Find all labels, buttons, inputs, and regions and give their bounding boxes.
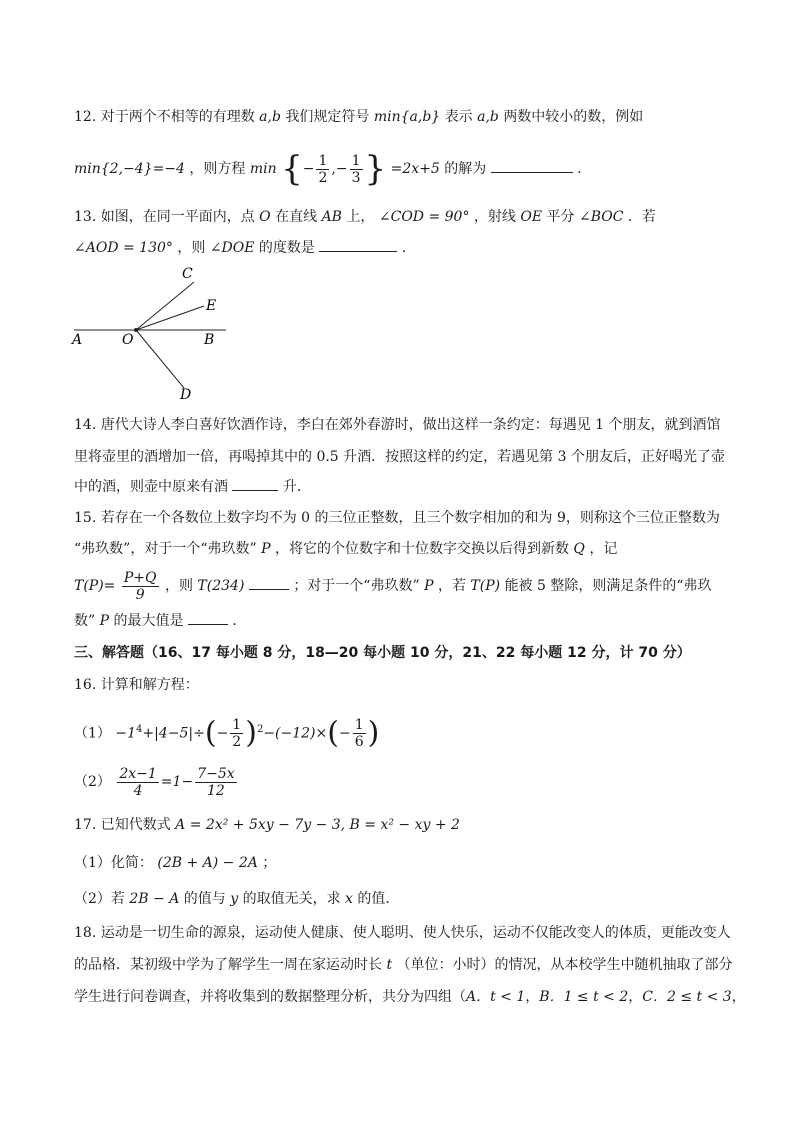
answer-blank[interactable] bbox=[232, 476, 278, 491]
fraction: $\frac{7-5x}{12}$ bbox=[197, 765, 235, 799]
q12-vars: a,b bbox=[259, 109, 281, 125]
q12-text: ，则方程 bbox=[189, 161, 246, 177]
q12-rhs: =2x+5 bbox=[390, 161, 440, 177]
label-B: B bbox=[204, 332, 215, 348]
q12-min-notation: min{a,b} bbox=[373, 109, 441, 125]
q13-figure bbox=[60, 262, 240, 402]
q17-part1: （1）化简： (2B + A) − 2A ； bbox=[74, 855, 277, 871]
q12-text: 的解为 bbox=[444, 161, 487, 177]
q15-line3: T(P)= $\frac{P+Q}{9}$ ，则 T(234) ；对于一个“弗玖数” P ，若 T(P) 能被 5 整除，则满足条件的“弗玖 bbox=[74, 569, 712, 603]
left-brace: { bbox=[281, 149, 303, 189]
fraction: $\frac{1}{2}$ bbox=[232, 717, 242, 751]
q12-min: min bbox=[249, 161, 277, 177]
q12-example: min{2,−4}=−4 bbox=[74, 161, 185, 177]
answer-blank[interactable] bbox=[491, 158, 573, 173]
q12-line1 bbox=[74, 106, 724, 128]
section-title: 三、解答题（16、17 每小题 8 分，18—20 每小题 10 分，21、22 每小题 12 分，计 70 分） bbox=[74, 645, 691, 661]
fraction: $\frac{1}{3}$ bbox=[351, 152, 361, 186]
q18-line2: 的品格．某初级中学为了解学生一周在家运动时长 t （单位：小时）的情况，从本校学生中随机抽取了部分 bbox=[74, 957, 733, 973]
label-O: O bbox=[122, 332, 134, 348]
q13-line1: 13. 如图，在同一平面内，点 O 在直线 AB 上， ∠COD = 90° ，射线 OE 平分 ∠BOC ．若 bbox=[74, 209, 656, 225]
q18-line3: 学生进行问卷调查，并将收集到的数据整理分析，共分为四组（A．t < 1，B．1 ≤ t < 2，C．2 ≤ t < 3， bbox=[74, 989, 746, 1005]
fraction: $\frac{P+Q}{9}$ bbox=[123, 569, 157, 603]
label-A: A bbox=[72, 332, 83, 348]
q14-line3: 中的酒，则壶中原来有酒 升． bbox=[74, 476, 724, 498]
q12-text: 我们规定符号 bbox=[285, 109, 370, 125]
point-O bbox=[134, 328, 138, 332]
q17-line1: 17. 已知代数式 A = 2x² + 5xy − 7y − 3, B = x² − xy + 2 bbox=[74, 817, 460, 833]
fraction: $\frac{2x-1}{4}$ bbox=[119, 765, 157, 799]
fraction: $\frac{1}{2}$ bbox=[318, 152, 328, 186]
answer-blank[interactable] bbox=[188, 610, 228, 625]
label-C: C bbox=[182, 266, 193, 282]
q12-text: 表示 bbox=[444, 109, 473, 125]
q17-expression: A = 2x² + 5xy − 7y − 3, B = x² − xy + 2 bbox=[175, 817, 460, 833]
label-D: D bbox=[180, 387, 192, 402]
q13-line2: ∠AOD = 130° ，则 ∠DOE 的度数是 ． bbox=[74, 237, 724, 259]
q15-line4: 数” P 的最大值是 ． bbox=[74, 610, 724, 632]
ray-OC bbox=[136, 282, 194, 330]
q16-intro: 16. 计算和解方程： bbox=[74, 677, 199, 693]
q16-part2: （2） $\frac{2x-1}{4}$ =1− $\frac{7-5x}{12}$ bbox=[74, 765, 235, 799]
q14-line1: 14. 唐代大诗人李白喜好饮酒作诗，李白在郊外春游时，做出这样一条约定：每遇见 1 个朋友，就到酒馆 bbox=[74, 417, 721, 433]
q12-text: 两数中较小的数，例如 bbox=[503, 109, 644, 125]
answer-blank[interactable] bbox=[319, 237, 397, 252]
q12-text: 12. 对于两个不相等的有理数 bbox=[74, 109, 255, 125]
q17-part2: （2）若 2B − A 的值与 y 的取值无关，求 x 的值． bbox=[74, 891, 400, 907]
ray-OD bbox=[136, 330, 184, 388]
q15-line1: 15. 若存在一个各数位上数字均不为 0 的三位正整数，且三个数字相加的和为 9，则称这个三位正整数为 bbox=[74, 510, 720, 526]
q18-line1: 18. 运动是一切生命的源泉，运动使人健康、使人聪明、使人快乐，运动不仅能改变人的体质，更能改变人 bbox=[74, 925, 731, 941]
q12-vars: a,b bbox=[477, 109, 499, 125]
answer-blank[interactable] bbox=[249, 575, 289, 590]
q15-line2: “弗玖数”，对于一个“弗玖数” P ，将它的个位数字和十位数字交换以后得到新数 Q ，记 bbox=[74, 541, 618, 557]
q14-line2: 里将壶里的酒增加一倍，再喝掉其中的 0.5 升酒．按照这样的约定，若遇见第 3 个朋友后，正好喝光了壶 bbox=[74, 449, 725, 465]
label-E: E bbox=[206, 298, 217, 314]
right-brace: } bbox=[364, 149, 387, 189]
fraction: $\frac{1}{6}$ bbox=[354, 717, 364, 751]
q16-part1: $(1) -1^4+|4-5|\div(-$ $\frac{1}{2}$ )$^2$−(−12)×(− $\frac{1}{6}$ ) bbox=[74, 715, 380, 751]
q12-line2: min{2,−4}=−4 ，则方程 min {− $\frac{1}{2}$ ,− $\frac{1}{3}$ } =2x+5 的解为 . bbox=[74, 149, 582, 189]
ray-OE bbox=[136, 306, 204, 330]
